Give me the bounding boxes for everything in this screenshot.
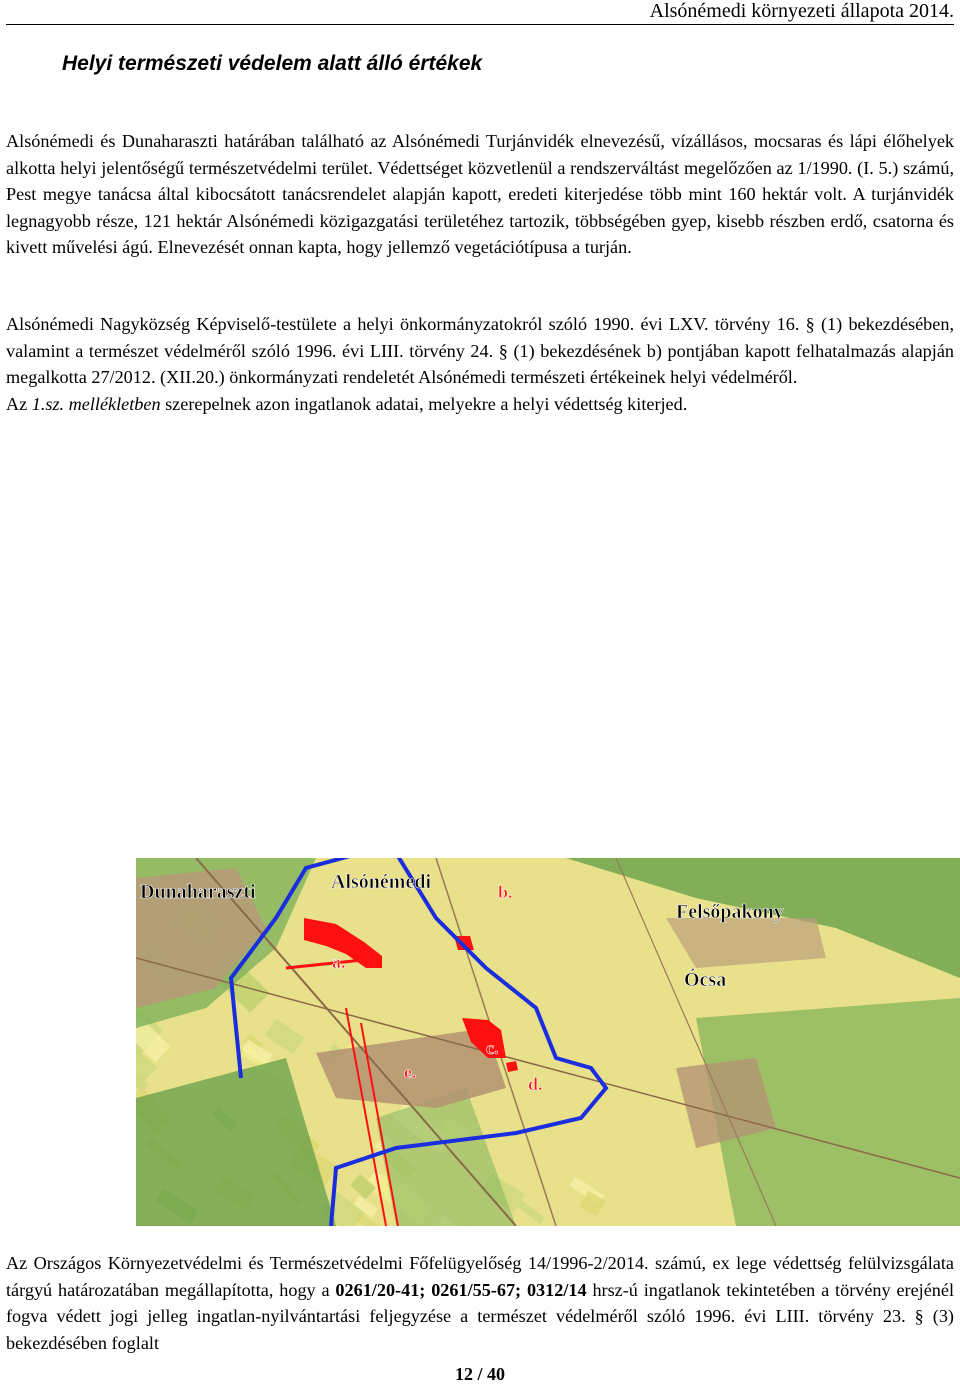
map-label-alsonemedi: Alsónémedi — [331, 871, 431, 893]
map-label-b: b. — [498, 882, 513, 902]
parcel-numbers: 0261/20-41; 0261/55-67; 0312/14 — [335, 1279, 587, 1300]
map-image — [136, 858, 960, 1226]
paragraph-ex-lege-text2: hrsz-ú ingatlanok tekintetében a törvény erejénél fogva védett jogi jelleg ingatlan-nyilvántartási feljegyzése a természet védelméről szóló 1996. évi LIII. törvény 23. § (3) bekezdésében foglalt — [6, 1279, 955, 1353]
map-label-felsopakony: Felsőpakony — [676, 901, 784, 923]
map-label-e: e. — [404, 1062, 417, 1082]
protected-area-map — [136, 858, 960, 1226]
paragraph-rendelet-text: Alsónémedi Nagyközség Képviselő-testülete a helyi önkormányzatokról szóló 1990. évi LXV. törvény 16. § (1) bekezdésében, valamint a természet védelméről szóló 1996. évi LIII. törvény 24. § (1) bekezdésének b) pontjában kapott felhatalmazás alapján megalkotta 27/2012. (XII.20.) önkormányzati rendeletét Alsónémedi természeti értékeinek helyi védelméről. — [6, 314, 954, 387]
protected-area-d — [506, 1061, 518, 1072]
page-header — [6, 0, 954, 25]
paragraph-ex-lege-text1: Az Országos Környezetvédelmi és Természetvédelmi Főfelügyelőség 14/1996-2/2014. számú, ex lege védettség felülvizsgálata tárgyú határozatában megállapította, hogy a — [6, 1253, 954, 1300]
paragraph-rendelet — [6, 311, 954, 417]
map-label-c: c. — [486, 1038, 499, 1058]
header-title: Alsónémedi környezeti állapota 2014. — [649, 0, 954, 22]
paragraph-turjanvidek: Alsónémedi és Dunaharaszti határában található az Alsónémedi Turjánvidék elnevezésű, vízállásos, mocsaras és lápi élőhelyek alkotta helyi jelentőségű természetvédelmi terület. Védettséget közvetlenül a rendszerváltást megelőzően az 1/1990. (I. 5.) számú, Pest megye tanácsa által kibocsátott tanácsrendelet alapján kapott, eredeti kiterjedése több mint 160 hektár volt. A turjánvidék legnagyobb része, 121 hektár Alsónémedi közigazgatási területéhez tartozik, többségében gyep, kisebb részben erdő, csatorna és kivett művelési ágú. Elnevezését onnan kapta, hogy jellemző vegetációtípusa a turján. — [6, 131, 954, 257]
page-number: 12 / 40 — [454, 1364, 505, 1384]
paragraph-ex-lege — [6, 1250, 954, 1356]
map-label-a: a. — [332, 952, 346, 972]
map-label-ocsa: Ócsa — [684, 969, 727, 991]
map-label-d: d. — [528, 1074, 543, 1094]
map-label-dunaharaszti: Dunaharaszti — [140, 881, 256, 903]
annex-line-prefix: Az — [6, 393, 32, 414]
annex-line-suffix: szerepelnek azon ingatlanok adatai, melyekre a helyi védettség kiterjed. — [160, 393, 688, 414]
annex-reference: 1.sz. mellékletben — [31, 393, 161, 414]
section-title: Helyi természeti védelem alatt álló értékek — [62, 52, 483, 75]
